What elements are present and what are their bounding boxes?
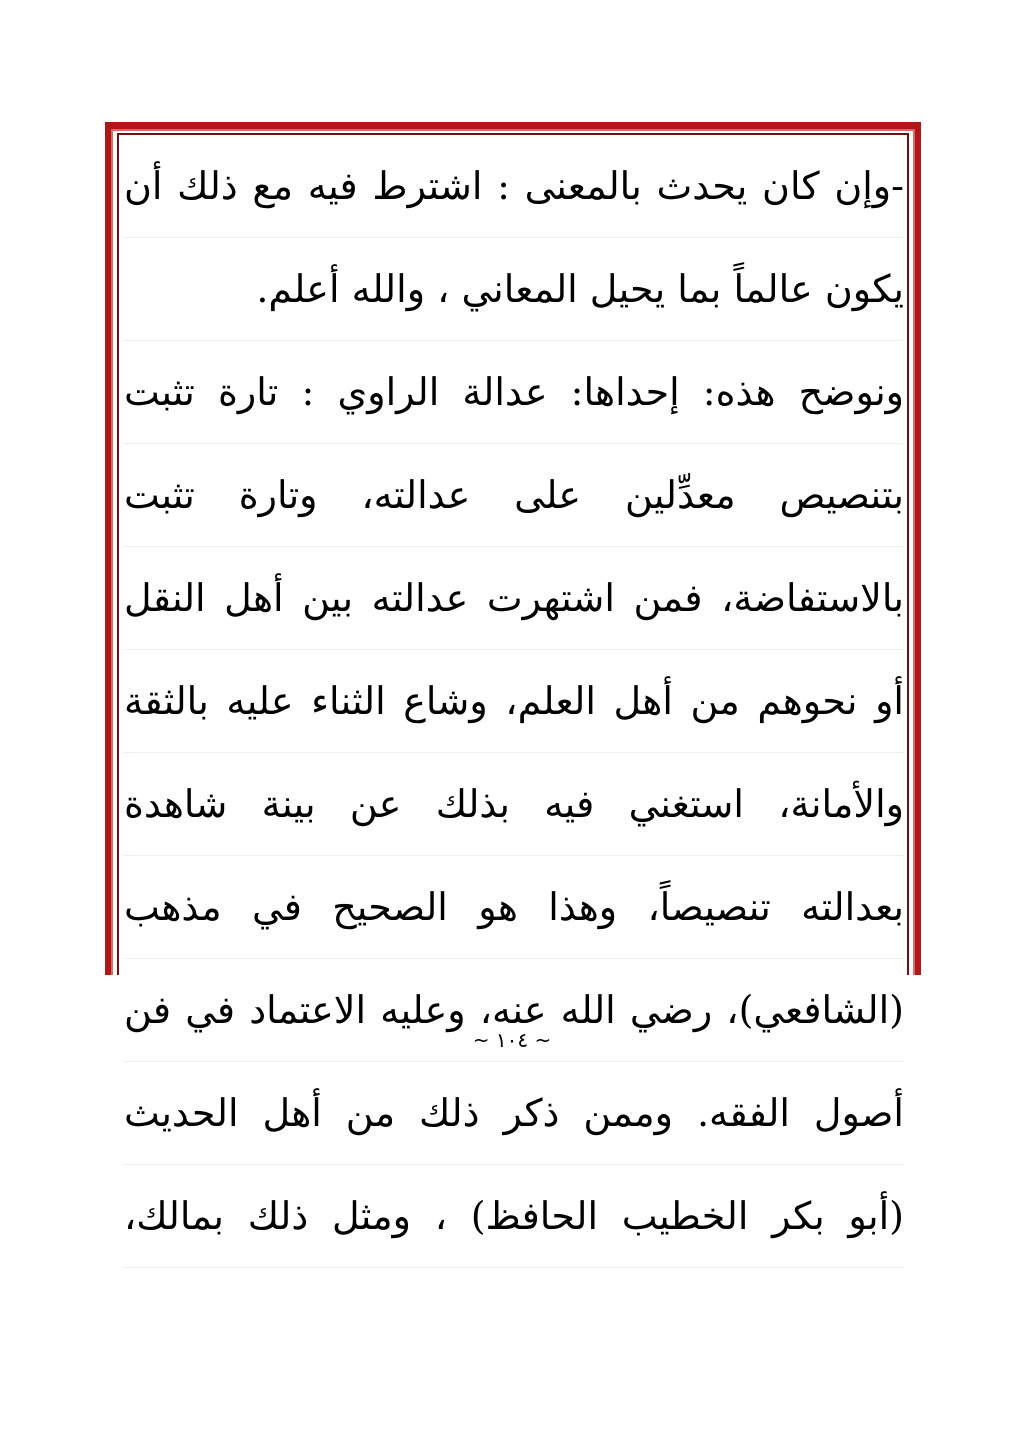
body-text [124,135,904,1268]
text-line-1: -وإن كان يحدث بالمعنى : اشترط فيه مع ذلك أن [124,135,904,238]
text-line-2: يكون عالماً بما يحيل المعاني ، والله أعلم. [124,238,904,341]
text-line-10: أصول الفقه. وممن ذكر ذلك من أهل الحديث [124,1062,904,1165]
text-line-7: والأمانة، استغني فيه بذلك عن بينة شاهدة [124,753,904,856]
text-line-4: بتنصيص معدِّلين على عدالته، وتارة تثبت [124,444,904,547]
text-line-8: بعدالته تنصيصاً، وهذا هو الصحيح في مذهب [124,856,904,959]
text-line-5: بالاستفاضة، فمن اشتهرت عدالته بين أهل النقل [124,547,904,650]
text-line-6: أو نحوهم من أهل العلم، وشاع الثناء عليه بالثقة [124,650,904,753]
text-line-3: ونوضح هذه: إحداها: عدالة الراوي : تارة تثبت [124,341,904,444]
page-number: ~ ١٠٤ ~ [472,1028,552,1052]
text-line-11: (أبو بكر الخطيب الحافظ) ، ومثل ذلك بمالك، [124,1165,904,1268]
text-line-9: (الشافعي)، رضي الله عنه، وعليه الاعتماد في فن [124,959,904,1062]
